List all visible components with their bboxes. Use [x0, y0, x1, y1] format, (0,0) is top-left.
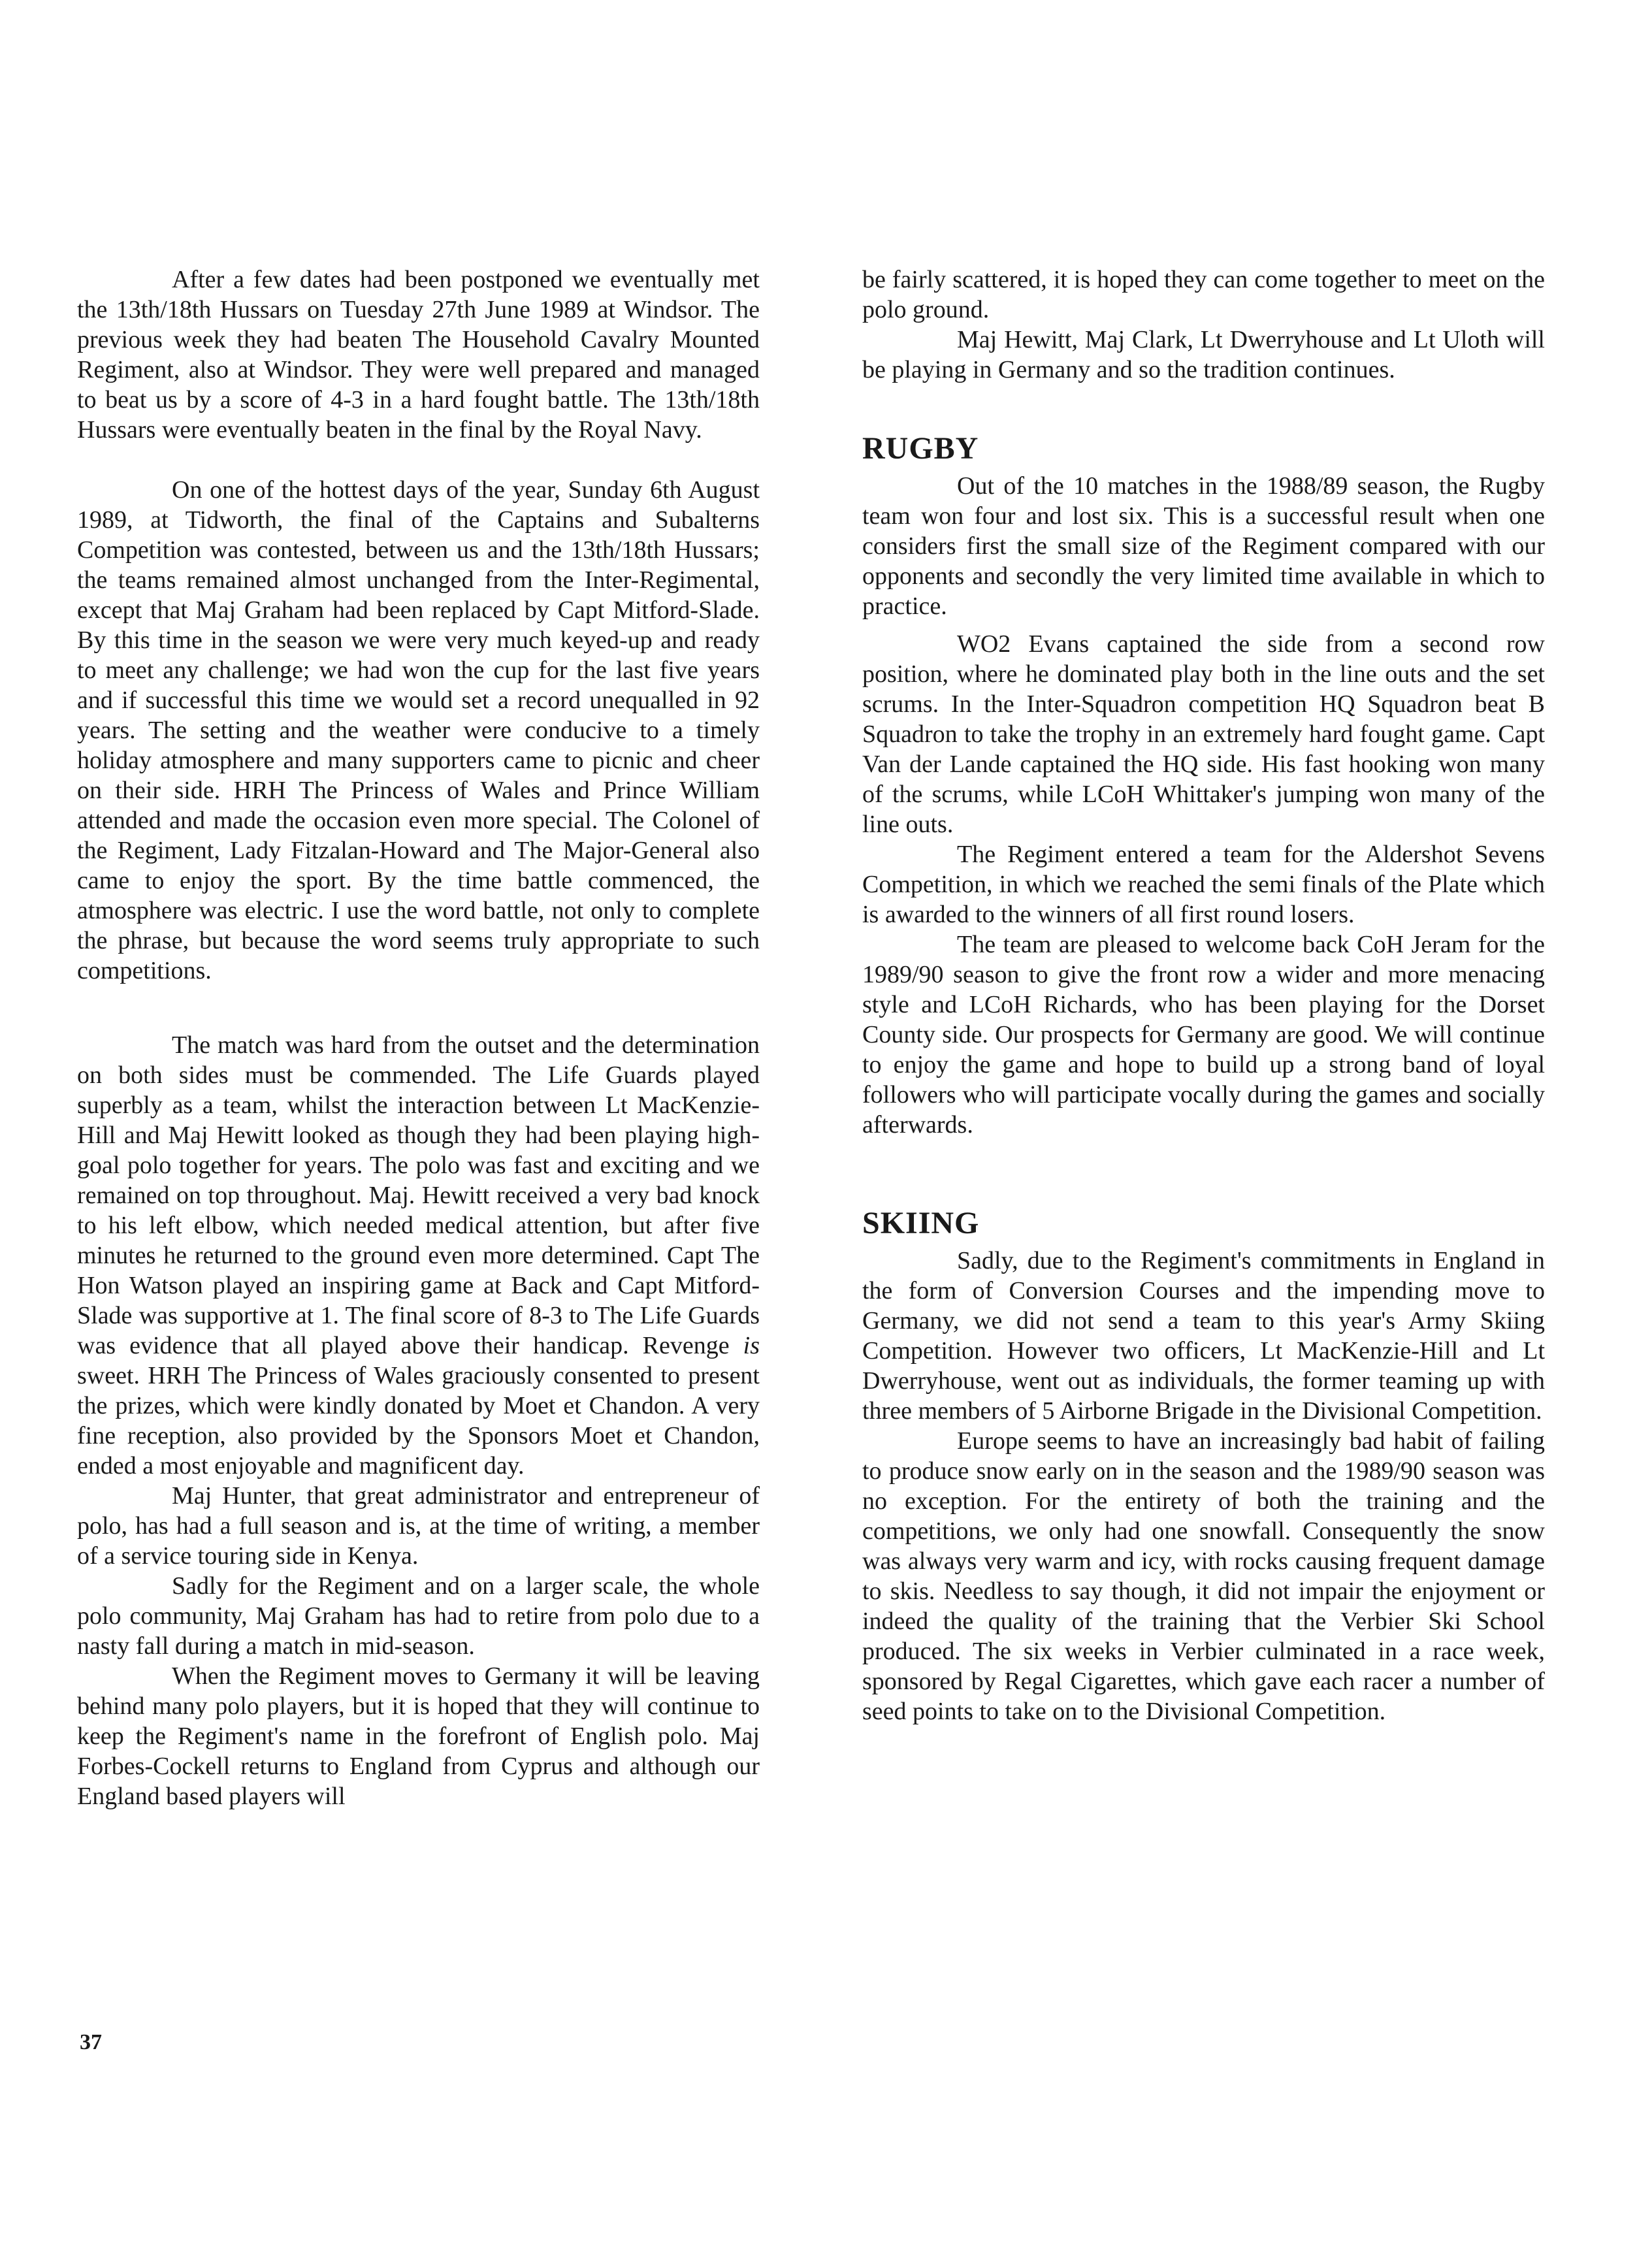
revenge-before: Revenge [642, 1332, 743, 1359]
polo-paragraph-3-text: The match was hard from the outset and the determination on both sides must be commended. The Life Guards played superbly as a team, whilst the interaction between Lt MacKenzie-Hill and Maj Hewitt looked as though they had been playing high-goal polo together for years. The polo was fast and exciting and we remained on top throughout. Maj. Hewitt received a very bad knock to his left elbow, which needed medical attention, but after five minutes he returned to the ground even more determined. Capt The Hon Watson played an inspiring game at Back and Capt Mitford-Slade was supportive at 1. The final score of 8-3 to The Life Guards was evidence that all played above their handicap. [77, 1031, 760, 1359]
polo-paragraph-3 [77, 1030, 760, 1481]
polo-closing: Maj Hewitt, Maj Clark, Lt Dwerryhouse and Lt Uloth will be playing in Germany and so the tradition continues. [862, 326, 1545, 383]
polo-paragraph-1: After a few dates had been postponed we eventually met the 13th/18th Hussars on Tuesday 27th June 1989 at Windsor. The previous week they had beaten The Household Cavalry Mounted Regiment, also at Windsor. They were well prepared and managed to beat us by a score of 4-3 in a hard fought battle. The 13th/18th Hussars were eventually beaten in the final by the Royal Navy. [77, 266, 760, 444]
rugby-paragraph-4: The team are pleased to welcome back CoH Jeram for the 1989/90 season to give the front row a wider and more menacing style and LCoH Richards, who has been playing for the Dorset County side. Our prospects for Germany are good. We will continue to enjoy the game and hope to build up a strong band of loyal followers who will participate vocally during the games and socially afterwards. [862, 931, 1545, 1139]
rugby-heading: RUGBY [862, 431, 979, 466]
revenge-after: sweet. HRH The Princess of Wales graciously consented to present the prizes, which were kindly donated by Moet et Chandon. A very fine reception, also provided by the Sponsors Moet et Chandon, ended a most enjoyable and magnificent day. [77, 1362, 760, 1480]
skiing-paragraph-1: Sadly, due to the Regiment's commitments in England in the form of Conversion Courses and the impending move to Germany, we did not send a team to this year's Army Skiing Competition. However two officers, Lt MacKenzie-Hill and Lt Dwerryhouse, went out as individuals, the former teaming up with three members of 5 Airborne Brigade in the Divisional Competition. [862, 1247, 1545, 1425]
rugby-paragraph-2: WO2 Evans captained the side from a second row position, where he dominated play both in the line outs and the set scrums. In the Inter-Squadron competition HQ Squadron beat B Squadron to take the trophy in an extremely hard fought game. Capt Van der Lande captained the HQ side. His fast hooking won many of the scrums, while LCoH Whittaker's jumping won many of the line outs. [862, 630, 1545, 838]
skiing-heading: SKIING [862, 1206, 980, 1240]
skiing-paragraph-2: Europe seems to have an increasingly bad habit of failing to produce snow early on in the season and the 1989/90 season was no exception. For the entirety of both the training and the competitions, we only had one snowfall. Consequently the snow was always very warm and icy, with rocks causing frequent damage to skis. Needless to say though, it did not impair the enjoyment or indeed the quality of the training that the Verbier Ski School produced. The six weeks in Verbier culminated in a race week, sponsored by Regal Cigarettes, which gave each racer a number of seed points to take on to the Divisional Competition. [862, 1427, 1545, 1725]
polo-paragraph-5: Sadly for the Regiment and on a larger scale, the whole polo community, Maj Graham has had to retire from polo due to a nasty fall during a match in mid-season. [77, 1572, 760, 1660]
polo-paragraph-4: Maj Hunter, that great administrator and entrepreneur of polo, has had a full season and is, at the time of writing, a member of a service touring side in Kenya. [77, 1482, 760, 1570]
polo-paragraph-6: When the Regiment moves to Germany it will be leaving behind many polo players, but it is hoped that they will continue to keep the Regiment's name in the forefront of English polo. Maj Forbes-Cockell returns to England from Cyprus and although our England based players will [77, 1662, 760, 1810]
polo-paragraph-2: On one of the hottest days of the year, Sunday 6th August 1989, at Tidworth, the final of the Captains and Subalterns Competition was contested, between us and the 13th/18th Hussars; the teams remained almost unchanged from the Inter-Regimental, except that Maj Graham had been replaced by Capt Mitford-Slade. By this time in the season we were very much keyed-up and ready to meet any challenge; we had won the cup for the last five years and if successful this time we would set a record unequalled in 92 years. The setting and the weather were conducive to a timely holiday atmosphere and many supporters came to picnic and cheer on their side. HRH The Princess of Wales and Prince William attended and made the occasion even more special. The Colonel of the Regiment, Lady Fitzalan-Howard and The Major-General also came to enjoy the sport. By the time battle commenced, the atmosphere was electric. I use the word battle, not only to complete the phrase, but because the word seems truly appropriate to such competitions. [77, 476, 760, 984]
rugby-paragraph-1: Out of the 10 matches in the 1988/89 season, the Rugby team won four and lost six. This is a successful result when one considers first the small size of the Regiment compared with our opponents and secondly the very limited time available in which to practice. [862, 472, 1545, 620]
polo-continuation: be fairly scattered, it is hoped they can come together to meet on the polo ground. [862, 266, 1545, 323]
left-column [77, 265, 760, 1811]
revenge-italic: is [743, 1332, 760, 1359]
rugby-paragraph-3: The Regiment entered a team for the Aldershot Sevens Competition, in which we reached the semi finals of the Plate which is awarded to the winners of all first round losers. [862, 841, 1545, 928]
page-number: 37 [80, 2030, 102, 2054]
right-column [862, 265, 1545, 1726]
